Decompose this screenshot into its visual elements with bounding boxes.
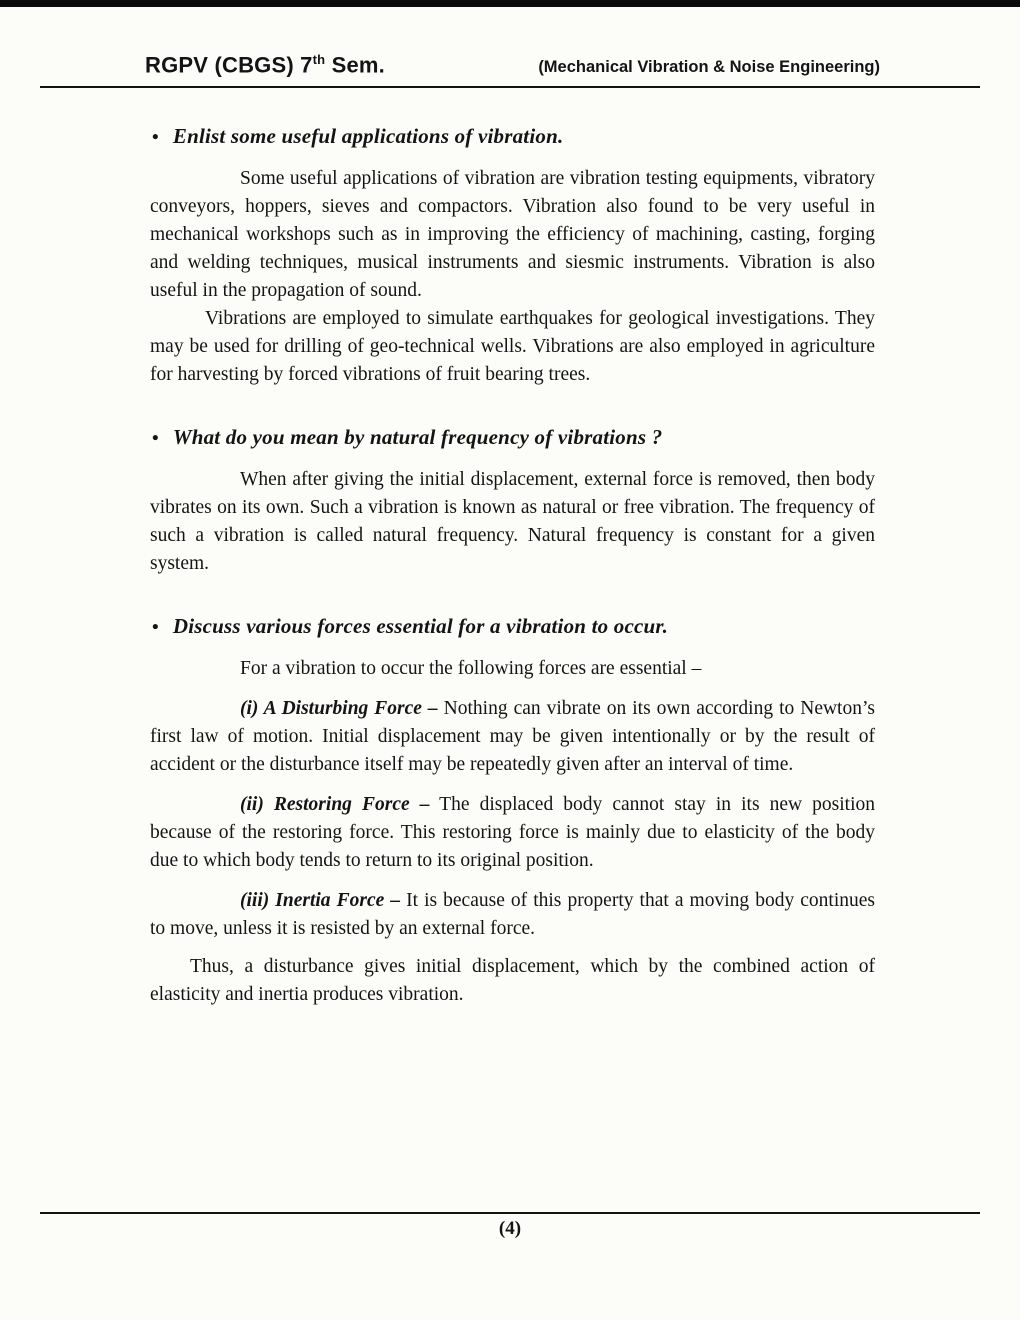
question-heading-natural-frequency	[150, 425, 875, 450]
scan-edge	[0, 0, 1020, 7]
page-content	[150, 124, 875, 1009]
list-item-text: Nothing can vibrate on its own according to Newton’s first law of motion. Initial displacement may be given intentionally or by the result of accident or the disturbance itself may be repeatedly given after an interval of time.	[150, 698, 875, 776]
footer-rule	[40, 1212, 980, 1214]
paragraph-forces-closing: Thus, a disturbance gives initial displacement, which by the combined action of elasticity and inertia produces vibration.	[150, 956, 875, 1006]
bullet-icon: •	[152, 428, 159, 450]
page-number: (4)	[498, 1218, 522, 1239]
list-item-text: The displaced body cannot stay in its new position because of the restoring force. This restoring force is mainly due to elasticity of the body due to which body tends to return to its original position.	[150, 794, 876, 872]
paragraph-applications-2: Vibrations are employed to simulate earthquakes for geological investigations. They may be used for drilling of geo-technical wells. Vibrations are also employed in agriculture for harvesting by forced vibrations of fruit bearing trees.	[150, 308, 875, 386]
question-heading-text: Discuss various forces essential for a vibration to occur.	[172, 614, 669, 639]
list-item-lead: (iii) Inertia Force –	[240, 890, 401, 912]
page-header	[0, 0, 1020, 78]
question-heading-text: Enlist some useful applications of vibration.	[172, 124, 564, 149]
list-item-restoring-force	[150, 791, 875, 875]
question-heading-applications	[150, 124, 875, 149]
list-item-lead: (i) A Disturbing Force –	[240, 698, 438, 720]
header-rule	[40, 86, 980, 88]
paragraph-natural-frequency: When after giving the initial displacement, external force is removed, then body vibrates on its own. Such a vibration is known as natural or free vibration. The frequency of such a vibration is called natural frequency. Natural frequency is constant for a given system.	[150, 469, 875, 575]
course-title-ordinal: th	[312, 52, 326, 67]
course-title-suffix: Sem.	[325, 52, 385, 78]
list-item-inertia-force	[150, 887, 875, 943]
list-item-text: It is because of this property that a moving body continues to move, unless it is resisted by an external force.	[150, 890, 875, 940]
list-item-lead: (ii) Restoring Force –	[240, 794, 430, 816]
bullet-icon: •	[152, 617, 159, 639]
page-footer	[0, 1212, 1020, 1240]
question-heading-text: What do you mean by natural frequency of vibrations ?	[172, 425, 663, 450]
paragraph-applications-1: Some useful applications of vibration are vibration testing equipments, vibratory conveyors, hoppers, sieves and compactors. Vibration also found to be very useful in mechanical workshops such as in improving the efficiency of machining, casting, forging and welding techniques, musical instruments and siesmic instruments. Vibration is also useful in the propagation of sound.	[150, 168, 875, 302]
course-title-main: RGPV (CBGS) 7	[145, 52, 313, 78]
subject-title: (Mechanical Vibration & Noise Engineering)	[538, 58, 880, 77]
paragraph-forces-intro: For a vibration to occur the following forces are essential –	[240, 658, 702, 680]
list-item-disturbing-force	[150, 695, 875, 779]
bullet-icon: •	[152, 127, 159, 149]
question-heading-forces	[150, 614, 875, 639]
course-title	[145, 52, 385, 78]
